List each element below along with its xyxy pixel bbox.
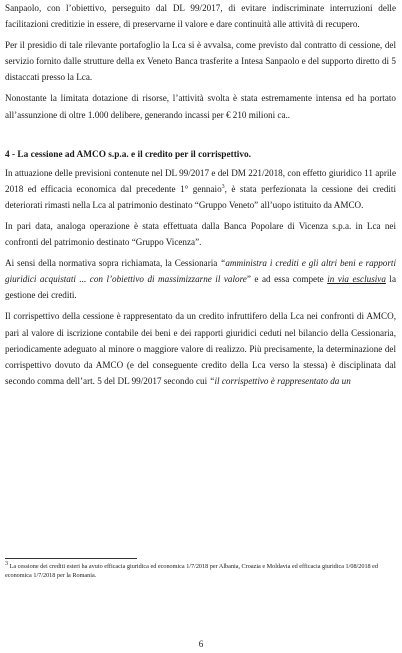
paragraph-consideration-quote: “il corrispettivo è rappresentato da un [209, 375, 351, 386]
paragraph-consideration [5, 308, 396, 388]
paragraph-same-date: In pari data, analoga operazione è stata effettuata dalla Banca Popolare di Vicenza s.p.a. in Lca nei confronti del patrimonio destinato “Gruppo Vicenza”. [5, 220, 396, 248]
footnote-mark: 3 [5, 560, 8, 567]
paragraph-implementation-text-b: , è stata perfezionata la cessione dei crediti deteriorati rimasti nella Lca al patrimonio destinato “Gruppo Veneto” all’uopo istituito da AMCO. [5, 183, 396, 210]
paragraph-regulation [5, 255, 396, 303]
paragraph-activity-results: Nonostante la limitata dotazione di risorse, l’attività svolta è stata estremamente intensa ed ha portato all’assunzione di oltre 1.000 delibere, generando incassi per € 210 milioni ca.. [5, 93, 396, 120]
footnote-reference: 3 [221, 183, 225, 190]
paragraph-implementation-text-a: In attuazione delle previsioni contenute nel DL 99/2017 e del DM 221/2018, con effetto giuridico 11 aprile 2018 ed efficacia economica dal precedente 1° gennaio [5, 167, 396, 194]
footnote-text: La cessione dei crediti esteri ha avuto efficacia giuridica ed economica 1/7/2018 per Albania, Croazia e Moldavia ed efficacia giuridica 1/08/2018 ed economica 1/7/2018 per la Romania. [5, 563, 379, 579]
paragraph-regulation-quote: “amministra i crediti e gli altri beni e rapporti giuridici acquistati ... con l’obiettivo di massimizzarne il valore [5, 258, 396, 285]
paragraph-consideration-text: Il corrispettivo della cessione è rappresentato da un credito infruttifero della Lca nei confronti di AMCO, pari al valore di iscrizione contabile dei beni e dei rapporti giuridici ceduti nel bilancio della Cessionaria, periodicamente adeguato al minore o maggiore valore di realizzo. Più precisamente, la determinazione del corrispettivo dovuto da AMCO (e del conseguente credito della Lca verso la stessa) è disciplinata dal secondo comma dell’art. 5 del DL 99/2017 secondo cui [5, 311, 396, 386]
paragraph-regulation-emphasis: in via esclusiva [327, 274, 386, 285]
paragraph-intro-continuation: Sanpaolo, con l’obiettivo, perseguito dal DL 99/2017, di evitare indiscriminate interruzioni delle facilitazioni creditizie in essere, di preservarne il valore e dare continuità alle attività di recupero. [5, 3, 396, 30]
footnote [5, 562, 396, 580]
paragraph-regulation-text-a: Ai sensi della normativa sopra richiamata, la Cessionaria [5, 258, 221, 269]
footnote-separator [5, 558, 137, 559]
paragraph-regulation-text-b: ” e ad essa compete [246, 274, 328, 285]
section-heading: 4 - La cessione ad AMCO s.p.a. e il credito per il corrispettivo. [5, 149, 251, 160]
page-number: 6 [198, 639, 204, 649]
paragraph-portfolio-oversight: Per il presidio di tale rilevante portafoglio la Lca si è avvalsa, come previsto dal contratto di cessione, del servizio fornito dalle strutture della ex Veneto Banca trasferite a Intesa Sanpaolo e del supporto diretto di 5 distaccati presso la Lca. [5, 40, 396, 83]
paragraph-implementation [5, 165, 396, 213]
paragraph-regulation-text-c: la gestione dei crediti. [5, 274, 396, 301]
